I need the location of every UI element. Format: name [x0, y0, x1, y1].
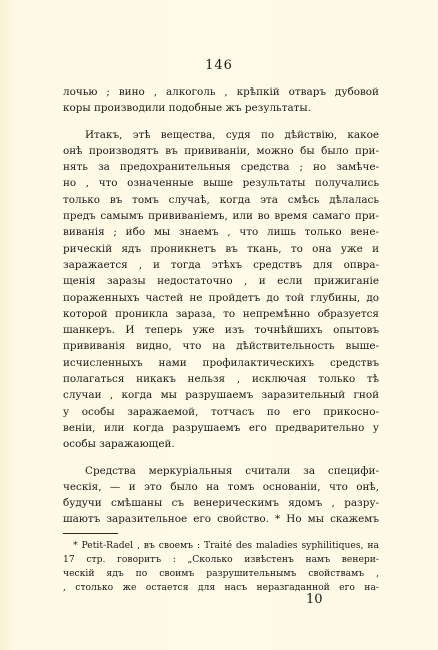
text-line: прививанія видно, что на дѣйствительность выше-	[63, 340, 379, 353]
text-line: пораженныхъ частей не пройдетъ до той глубины, до	[63, 291, 379, 304]
text-line: Итакъ, этѣ вещества, судя по дѣйствію, какое	[85, 128, 379, 141]
text-line: исчисленныхъ нами профилактическихъ средствъ	[63, 356, 379, 369]
text-line: лочью ; вино , алкоголь , крѣпкій отваръ дубовой	[63, 86, 379, 98]
footnote-line: ческій ядъ по своимъ разрушительнымъ свойствамъ ,	[63, 568, 379, 579]
footnote-line: 17 стр. говоритъ : „Сколько извѣстенъ намъ венери-	[63, 554, 379, 565]
text-line: Средства меркуріальныя считали за специфи-	[85, 464, 379, 477]
text-line: веніи, или когда разрушаемъ его предварительно у	[63, 421, 379, 434]
paragraph-1	[63, 84, 379, 117]
paragraph-3	[63, 463, 379, 528]
footnote	[63, 539, 379, 595]
text-line: только въ томъ случаѣ, когда эта смѣсь дѣлалась	[63, 193, 379, 206]
text-line: онѣ производятъ въ прививаніи, можно бы было при-	[63, 144, 379, 157]
text-line: заражается , и тогда этѣхъ средствъ для опвра-	[63, 258, 379, 271]
body-text	[63, 84, 379, 528]
text-line: шаютъ заразительное его свойство. * Но мы скажемъ	[63, 513, 379, 526]
page-number: 146	[205, 58, 233, 73]
text-line: особы заражающей.	[63, 438, 175, 451]
text-line: у особы заражаемой, тотчасъ по его прикосно-	[63, 405, 379, 418]
text-line: виванія ; ибо мы знаемъ , что лишь только вене-	[63, 226, 379, 239]
text-line: случаи , когда мы разрушаемъ заразительный гной	[63, 389, 379, 402]
printer-signature-mark: 10	[306, 592, 323, 607]
text-line: ческія, — и это было на томъ основаніи, что онѣ,	[63, 480, 379, 493]
text-line: щенія заразы недостаточно , и если прижиганіе	[63, 275, 379, 288]
text-line: рическій ядъ проникнетъ въ ткань, то она уже и	[63, 242, 379, 255]
text-line: но , что означенные выше результаты получались	[63, 177, 379, 190]
text-line: будучи смѣшаны съ венерическимъ ядомъ , разру-	[63, 497, 379, 510]
text-line: коры производили подобные жъ результаты.	[63, 102, 311, 115]
footnote-divider	[63, 533, 118, 534]
footnote-line: , столько же остается для насъ неразгаданной его на-	[63, 582, 379, 593]
footnote-line: * Petit-Radel , въ своемъ : Traité des maladies syphilitiques, на	[73, 540, 379, 551]
paragraph-2	[63, 127, 379, 453]
text-line: полагаться никакъ нельзя , исключая только тѣ	[63, 373, 379, 386]
text-line: шанкеръ. И теперь уже изъ точнѣйшихъ опытовъ	[63, 324, 379, 337]
text-line: предъ самымъ прививаніемъ, или во время самаго при-	[63, 210, 379, 223]
text-line: которой проникла зараза, то непремѣнно образуется	[63, 307, 379, 320]
text-line: нять за предохранительныя средства ; но замѣче-	[63, 161, 379, 174]
